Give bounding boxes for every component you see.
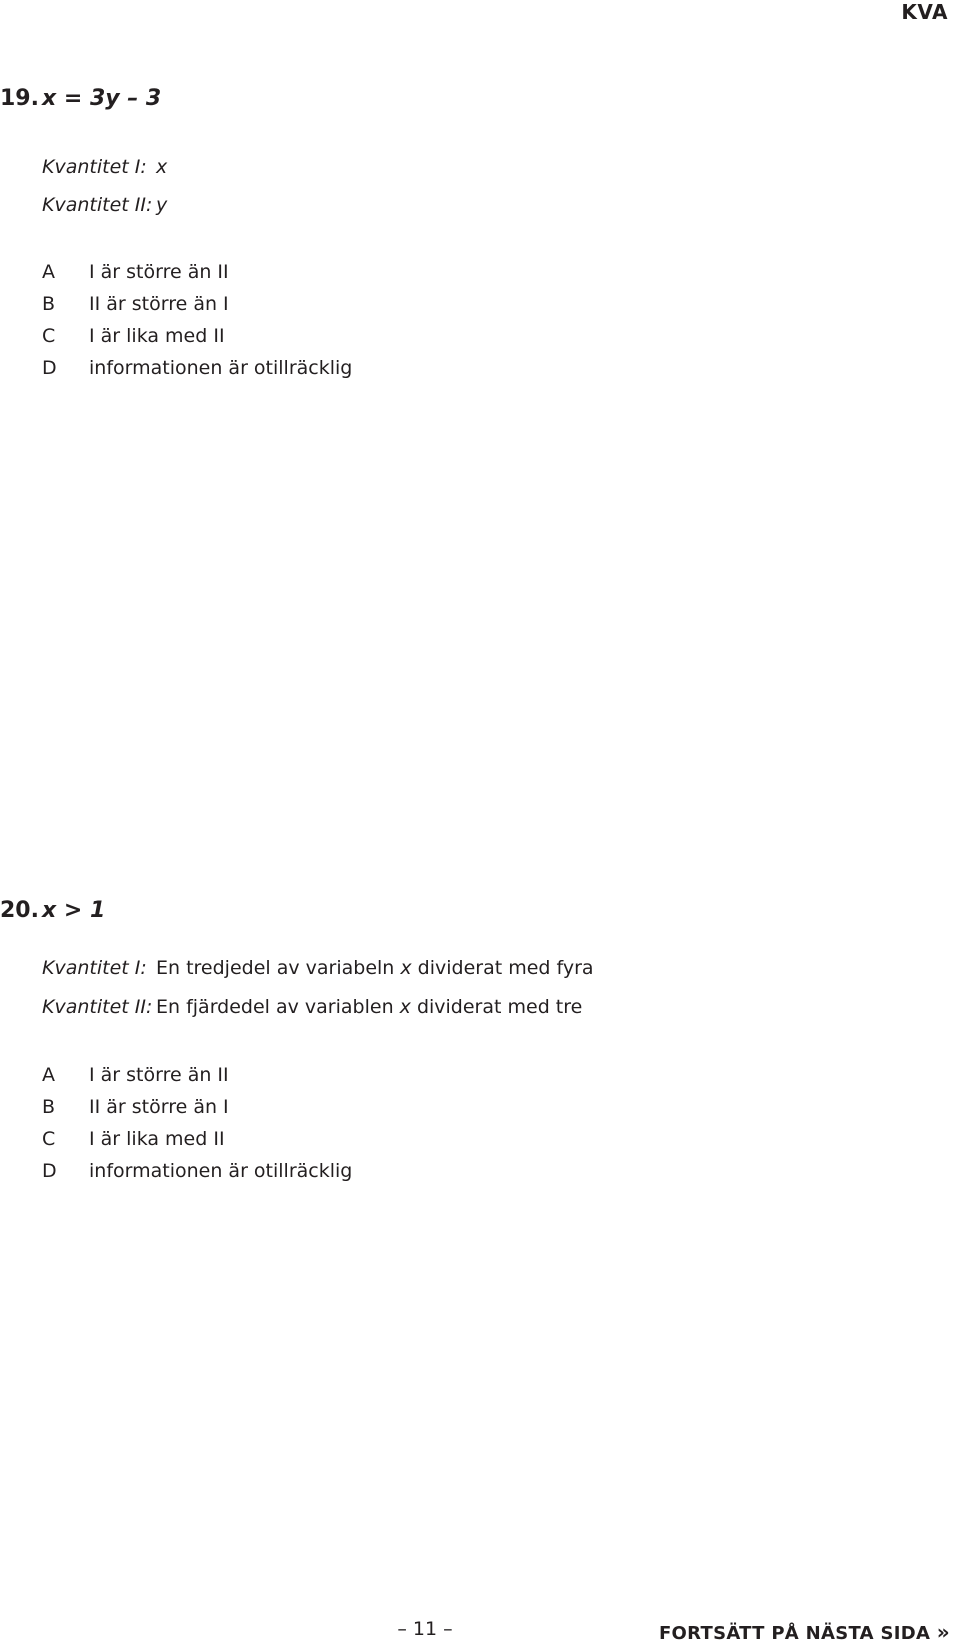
answer-option-c[interactable] [42, 325, 225, 347]
option-letter: C [42, 325, 56, 347]
option-text: II är större än I [89, 293, 229, 315]
question-number: 19. [0, 86, 39, 111]
continue-label: FORTSÄTT PÅ NÄSTA SIDA [658, 1623, 931, 1644]
quantity-2 [42, 996, 582, 1018]
quantity-1-text: En tredjedel av variabeln [156, 957, 401, 979]
quantity-2-variable: x [399, 996, 411, 1018]
quantity-2-value: y [156, 194, 168, 216]
question-title [0, 898, 105, 923]
quantity-1 [42, 156, 167, 178]
answer-option-c[interactable] [42, 1128, 225, 1150]
answer-option-a[interactable] [42, 261, 229, 283]
answer-option-d[interactable] [42, 1160, 352, 1182]
continue-next-page [659, 1620, 950, 1644]
option-letter: D [42, 357, 57, 379]
quantity-1-label: Kvantitet I: [42, 156, 147, 178]
answer-option-b[interactable] [42, 293, 229, 315]
quantity-2-value [156, 996, 582, 1018]
option-text: informationen är otillräcklig [89, 1160, 353, 1182]
option-text: II är större än I [89, 1096, 229, 1118]
question-number: 20. [0, 898, 39, 923]
quantity-1-variable: x [400, 957, 412, 979]
option-letter: D [42, 1160, 57, 1182]
quantity-2-label: Kvantitet II: [42, 194, 153, 216]
option-letter: A [42, 1064, 55, 1086]
quantity-2-text: En fjärdedel av variablen [156, 996, 400, 1018]
option-text: informationen är otillräcklig [89, 357, 353, 379]
page-number: – 11 – [397, 1618, 453, 1640]
option-letter: B [42, 293, 56, 315]
quantity-1-value: x [156, 156, 168, 178]
quantity-1 [42, 957, 594, 979]
option-text: I är större än II [89, 261, 229, 283]
quantity-1-value [156, 957, 594, 979]
option-text: I är lika med II [89, 1128, 225, 1150]
quantity-1-label: Kvantitet I: [42, 957, 147, 979]
option-letter: C [42, 1128, 56, 1150]
question-condition: x > 1 [42, 898, 106, 923]
section-code: KVA [901, 0, 948, 24]
option-text: I är lika med II [89, 325, 225, 347]
question-condition: x = 3y – 3 [42, 86, 162, 111]
question-title [0, 86, 161, 111]
answer-option-b[interactable] [42, 1096, 229, 1118]
quantity-2-label: Kvantitet II: [42, 996, 153, 1018]
option-letter: B [42, 1096, 56, 1118]
answer-option-d[interactable] [42, 357, 352, 379]
double-chevron-right-icon: » [936, 1620, 950, 1644]
option-text: I är större än II [89, 1064, 229, 1086]
quantity-2-text-end: dividerat med tre [410, 996, 583, 1018]
quantity-1-text-end: dividerat med fyra [411, 957, 594, 979]
answer-option-a[interactable] [42, 1064, 229, 1086]
option-letter: A [42, 261, 55, 283]
quantity-2 [42, 194, 167, 216]
